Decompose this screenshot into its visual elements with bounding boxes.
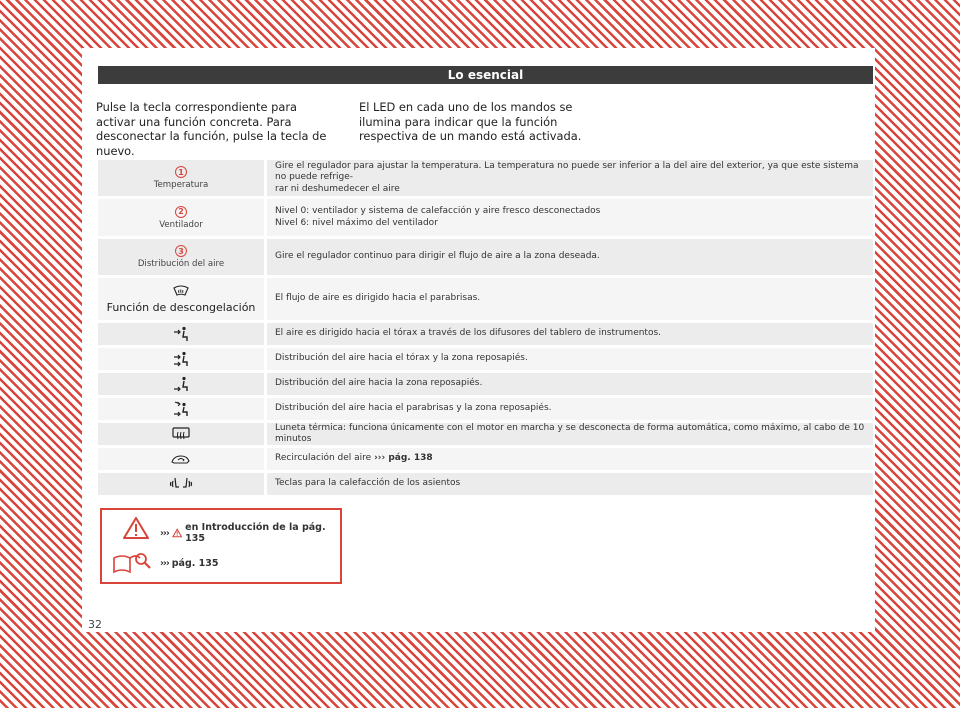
- reference-text: pág. 135: [171, 558, 219, 569]
- description-line: El aire es dirigido hacia el tórax a través de los difusores del tablero de instrumentos.: [275, 328, 662, 339]
- recirculation-icon: [171, 453, 191, 465]
- table-row: [98, 473, 873, 495]
- table-row: [98, 160, 873, 196]
- number-badge: 3: [175, 245, 187, 257]
- table-row: [98, 423, 873, 445]
- page: [82, 48, 875, 632]
- row-label-cell: [98, 348, 264, 370]
- row-label-cell: [98, 278, 264, 320]
- reference-arrows: ›››: [160, 558, 169, 569]
- note-warning-reference[interactable]: [160, 522, 340, 544]
- description-text: Recirculación del aire: [275, 453, 372, 464]
- controls-table: [98, 160, 873, 498]
- row-description: [264, 448, 873, 470]
- table-row: [98, 199, 873, 236]
- reference-text: en Introducción de la pág. 135: [185, 522, 326, 544]
- page-reference[interactable]: ››› pág. 138: [374, 453, 433, 464]
- air-chest-feet-icon: [173, 351, 189, 367]
- table-row: [98, 398, 873, 420]
- table-row: [98, 239, 873, 275]
- table-row: [98, 373, 873, 395]
- note-page-reference[interactable]: [160, 558, 219, 569]
- row-description: [264, 278, 873, 320]
- row-label: Distribución del aire: [137, 259, 225, 269]
- description-line: Distribución del aire hacia el parabrisas y la zona reposapiés.: [275, 403, 552, 414]
- description-line: [275, 453, 865, 465]
- description-line: Distribución del aire hacia el tórax y la zona reposapiés.: [275, 353, 528, 364]
- row-label-cell: [98, 239, 264, 275]
- number-badge: 2: [175, 206, 187, 218]
- row-label-cell: [98, 398, 264, 420]
- row-label: Función de descongelación: [106, 300, 256, 314]
- row-description: [264, 239, 873, 275]
- row-label-cell: [98, 423, 264, 445]
- section-header: Lo esencial: [98, 66, 873, 84]
- defrost-icon: [173, 285, 189, 299]
- page-number: 32: [88, 618, 102, 631]
- row-label-cell: [98, 160, 264, 196]
- description-line: Nivel 6: nivel máximo del ventilador: [275, 217, 438, 228]
- row-description: [264, 473, 873, 495]
- description-line: Luneta térmica: funciona únicamente con el motor en marcha y se desconecta de forma automática, como máximo, al cabo de 10 minutos: [275, 422, 865, 444]
- description-line: Gire el regulador para ajustar la temperatura. La temperatura no puede ser inferior a la del aire del exterior, ya que este sistema no puede refrige-: [275, 160, 859, 183]
- table-row: [98, 448, 873, 470]
- table-row: [98, 348, 873, 370]
- row-description: [264, 398, 873, 420]
- row-label-cell: [98, 323, 264, 345]
- row-label: Ventilador: [159, 219, 203, 230]
- rear-window-heat-icon: [172, 427, 190, 441]
- table-row: [98, 278, 873, 320]
- row-label: Temperatura: [153, 180, 209, 190]
- row-label-cell: [98, 473, 264, 495]
- warning-small-icon: [172, 528, 182, 538]
- book-search-icon: [112, 550, 152, 574]
- row-description: [264, 348, 873, 370]
- table-row: [98, 323, 873, 345]
- seat-heating-icon: [168, 477, 194, 491]
- row-description: [264, 373, 873, 395]
- row-description: [264, 199, 873, 236]
- air-windshield-feet-icon: [173, 401, 189, 417]
- description-line: Nivel 0: ventilador y sistema de calefacción y aire fresco desconectados: [275, 206, 601, 216]
- intro-right: El LED en cada uno de los mandos se ilumina para indicar que la función respectiva de un mando está activada.: [359, 100, 582, 143]
- description-line: Teclas para la calefacción de los asientos: [275, 478, 461, 489]
- row-label-cell: [98, 373, 264, 395]
- row-label-cell: [98, 448, 264, 470]
- row-description: [264, 423, 873, 445]
- intro-left: Pulse la tecla correspondiente para activar una función concreta. Para desconectar la función, pulse la tecla de nuevo.: [96, 100, 327, 158]
- air-feet-icon: [173, 376, 189, 392]
- row-description: [264, 160, 873, 196]
- reference-arrows: ›››: [160, 527, 169, 539]
- description-line: rar ni deshumedecer el aire: [275, 183, 400, 194]
- reference-note-box: [100, 508, 342, 584]
- row-label-cell: [98, 199, 264, 236]
- air-chest-icon: [173, 326, 189, 342]
- number-badge: 1: [175, 166, 187, 178]
- description-line: Gire el regulador continuo para dirigir el flujo de aire a la zona deseada.: [275, 251, 600, 262]
- description-line: El flujo de aire es dirigido hacia el parabrisas.: [275, 293, 481, 304]
- warning-icon: [122, 516, 150, 540]
- row-description: [264, 323, 873, 345]
- description-line: Distribución del aire hacia la zona reposapiés.: [275, 378, 483, 389]
